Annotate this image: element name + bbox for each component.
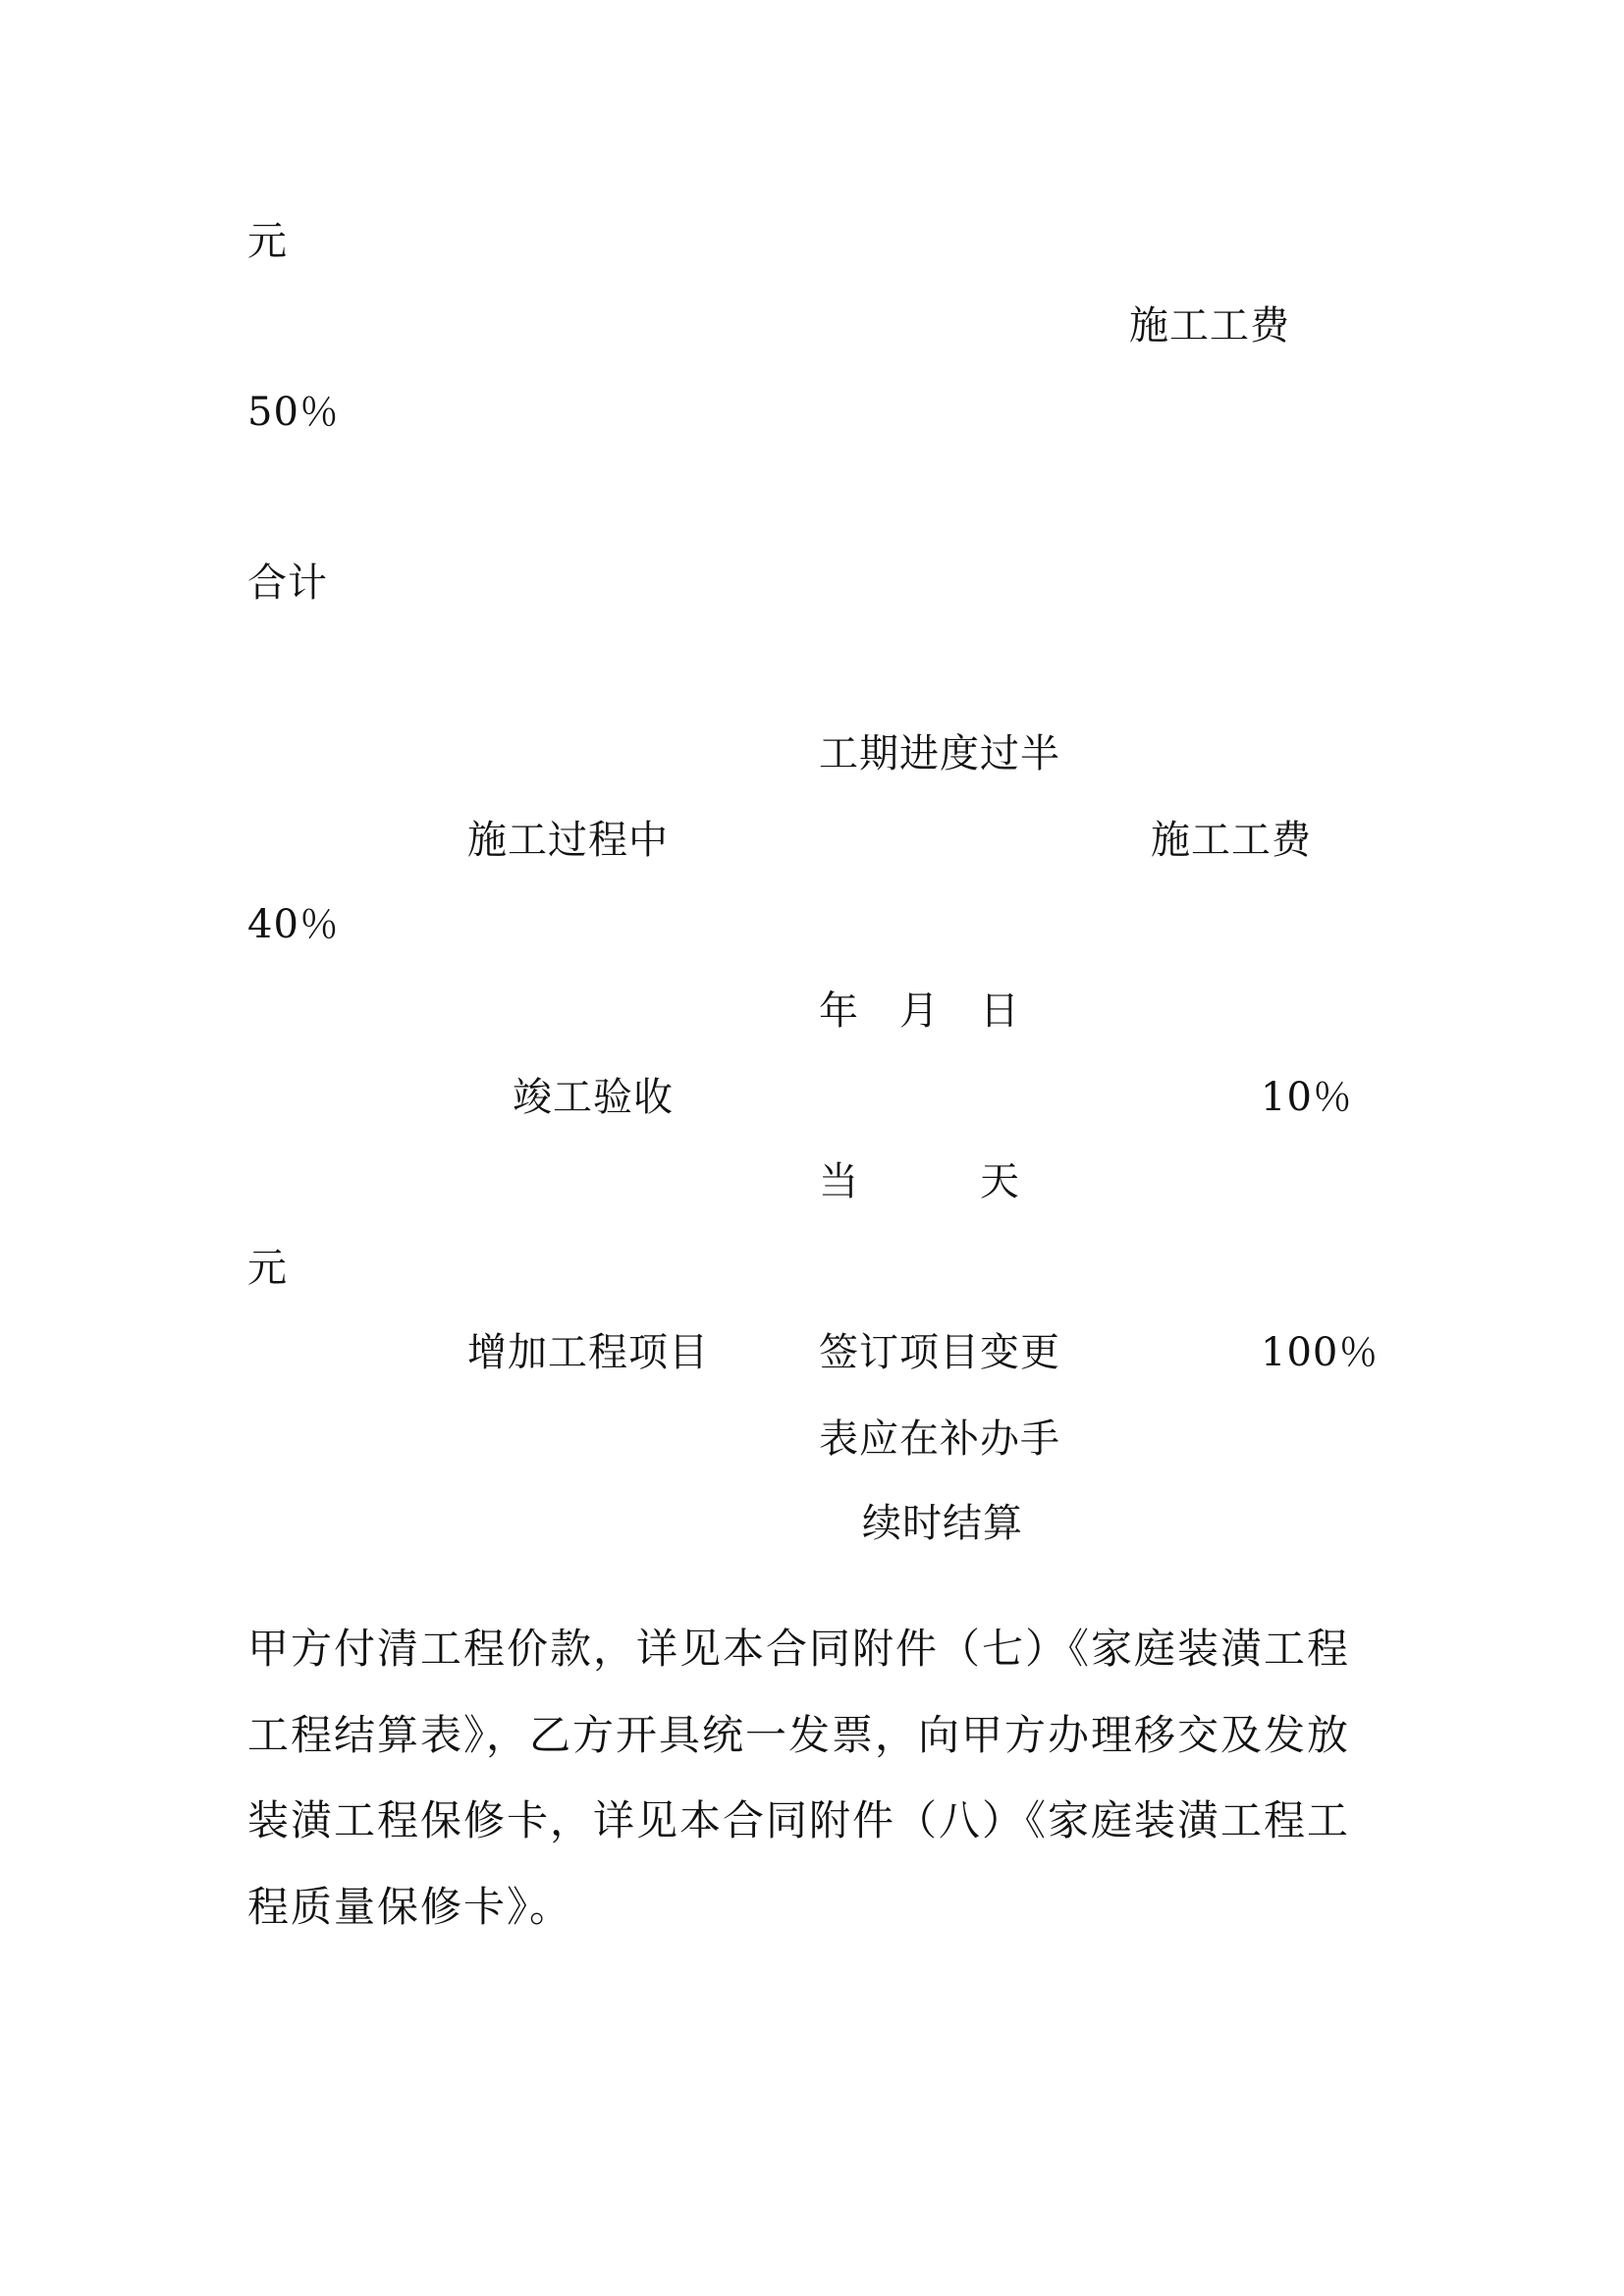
sign-change-line-1: 签订项目变更 — [819, 1330, 1060, 1375]
percent-40: 40％ — [247, 902, 340, 947]
sign-change-line-3: 续时结算 — [862, 1501, 1023, 1546]
percent-100: 100％ — [1261, 1330, 1380, 1375]
sign-change-line-2: 表应在补办手 — [819, 1416, 1060, 1462]
paragraph-line: 甲方付清工程价款，详见本合同附件（七）《家庭装潢工程 — [247, 1625, 1351, 1673]
date-line: 年 月 日 — [819, 988, 1020, 1034]
in-progress-label: 施工过程中 — [467, 818, 669, 863]
yuan-label-1: 元 — [247, 219, 288, 264]
total-label: 合计 — [247, 561, 328, 606]
construction-fee-label-2: 施工工费 — [1151, 818, 1312, 863]
yuan-label-2: 元 — [247, 1246, 288, 1291]
same-day-label: 当 天 — [819, 1159, 1020, 1204]
percent-50: 50％ — [247, 390, 340, 435]
progress-half-label: 工期进度过半 — [819, 731, 1060, 776]
completion-acceptance-label: 竣工验收 — [513, 1075, 674, 1120]
construction-fee-label-1: 施工工费 — [1129, 303, 1290, 348]
percent-10: 10％ — [1261, 1075, 1353, 1120]
added-items-label: 增加工程项目 — [467, 1330, 709, 1375]
payment-paragraph — [247, 1606, 1396, 1949]
paragraph-line: 程质量保修卡》。 — [247, 1882, 573, 1931]
paragraph-line: 工程结算表》，乙方开具统一发票，向甲方办理移交及发放 — [247, 1710, 1351, 1759]
paragraph-line: 装潢工程保修卡，详见本合同附件（八）《家庭装潢工程工 — [247, 1796, 1351, 1844]
